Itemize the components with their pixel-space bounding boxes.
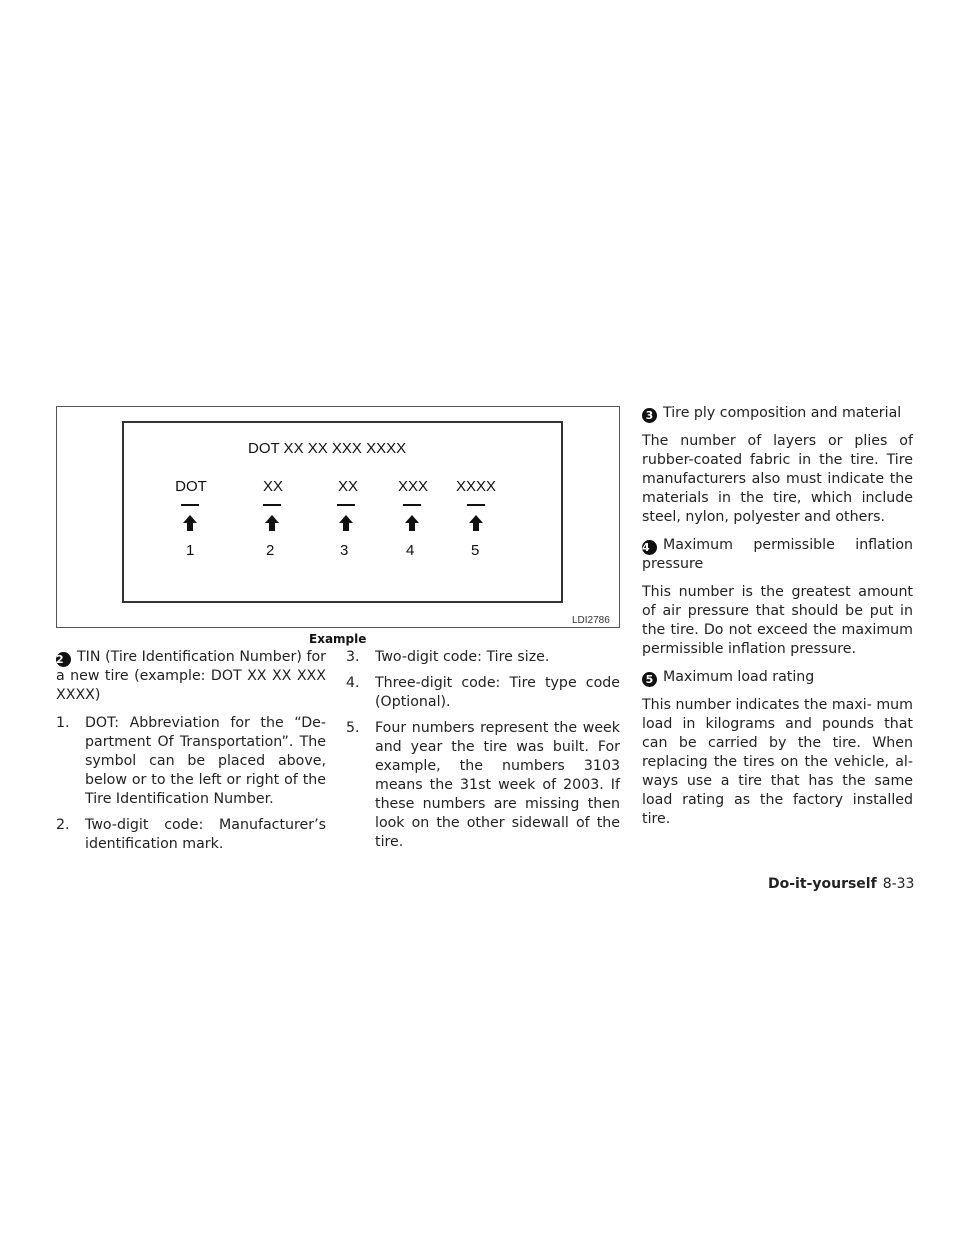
item-3-title: Tire ply composition and material bbox=[663, 405, 902, 421]
list-text: Three-digit code: Tire type code (Optional). bbox=[375, 675, 620, 710]
dash-1 bbox=[181, 504, 199, 506]
item-4-title: Maximum permissible inflation pressure bbox=[642, 537, 913, 572]
tin-example-heading: DOT XX XX XXX XXXX bbox=[248, 440, 407, 457]
list-text: Two-digit code: Manufacturer’s identification mark. bbox=[85, 817, 326, 852]
dash-4 bbox=[403, 504, 421, 506]
figure-caption: Example bbox=[309, 632, 367, 646]
up-arrow-icon bbox=[265, 515, 279, 531]
callout-number-1: 1 bbox=[186, 542, 195, 559]
callout-number-3: 3 bbox=[340, 542, 349, 559]
list-item bbox=[346, 674, 620, 712]
dash-2 bbox=[263, 504, 281, 506]
list-number: 2. bbox=[56, 817, 70, 833]
callout-badge-5: 5 bbox=[642, 672, 657, 687]
code-label-manufacturer: XX bbox=[262, 478, 283, 495]
list-number: 3. bbox=[346, 649, 360, 665]
up-arrow-icon bbox=[405, 515, 419, 531]
up-arrow-icon bbox=[469, 515, 483, 531]
item-3-heading bbox=[642, 404, 913, 423]
tin-code-list-continued bbox=[346, 648, 620, 852]
list-item bbox=[346, 719, 620, 852]
list-text: Two-digit code: Tire size. bbox=[375, 649, 550, 665]
dash-3 bbox=[337, 504, 355, 506]
list-item bbox=[346, 648, 620, 667]
callout-badge-4: 4 bbox=[642, 540, 657, 555]
tin-code-list bbox=[56, 714, 326, 854]
column-1 bbox=[56, 648, 326, 861]
code-label-type: XXX bbox=[397, 478, 428, 495]
item-5-text: This number indicates the maxi- mum load in kilograms and pounds that can be carried by the tire. When replacing the tires on the vehicle, al- ways use a tire that has the same load rating as the factory installed tire. bbox=[642, 697, 913, 827]
dash-5 bbox=[467, 504, 485, 506]
list-text: DOT: Abbreviation for the “De- partment Of Transportation”. The symbol can be placed above, below or to the left or right of the Tire Identification Number. bbox=[85, 715, 326, 807]
figure-id: LDI2786 bbox=[572, 615, 610, 626]
item-5-title: Maximum load rating bbox=[663, 669, 815, 685]
code-label-date: XXXX bbox=[455, 478, 497, 495]
callout-number-2: 2 bbox=[266, 542, 275, 559]
list-item bbox=[56, 816, 326, 854]
up-arrow-icon bbox=[339, 515, 353, 531]
column-2 bbox=[346, 648, 620, 859]
item-5-heading bbox=[642, 668, 913, 687]
item-4-text: This number is the greatest amount of air pressure that should be put in the tire. Do not exceed the maximum permissible inflation pressure. bbox=[642, 584, 913, 657]
code-label-size: XX bbox=[337, 478, 358, 495]
item-2-text: TIN (Tire Identification Number) for a new tire (example: DOT XX XX XXX XXXX) bbox=[56, 649, 326, 703]
footer-section-title: Do-it-yourself bbox=[768, 876, 877, 892]
page-footer bbox=[768, 876, 914, 892]
page-number: 8-33 bbox=[882, 876, 915, 892]
callout-number-5: 5 bbox=[471, 542, 480, 559]
item-4-heading bbox=[642, 536, 913, 574]
callout-badge-2: 2 bbox=[56, 652, 71, 667]
item-3-text: The number of layers or plies of rubber-coated fabric in the tire. Tire manufacturers also must indicate the materials in the tire, which include steel, nylon, polyester and others. bbox=[642, 433, 913, 525]
code-label-dot: DOT bbox=[175, 478, 207, 495]
list-number: 4. bbox=[346, 675, 360, 691]
callout-badge-3: 3 bbox=[642, 408, 657, 423]
column-3 bbox=[642, 404, 913, 838]
list-number: 5. bbox=[346, 720, 360, 736]
item-2-paragraph bbox=[56, 648, 326, 705]
list-number: 1. bbox=[56, 715, 70, 731]
callout-number-4: 4 bbox=[406, 542, 415, 559]
list-item bbox=[56, 714, 326, 809]
list-text: Four numbers represent the week and year the tire was built. For example, the numbers 3103 means the 31st week of 2003. If these numbers are missing then look on the other sidewall of the tire. bbox=[375, 720, 620, 850]
up-arrow-icon bbox=[183, 515, 197, 531]
